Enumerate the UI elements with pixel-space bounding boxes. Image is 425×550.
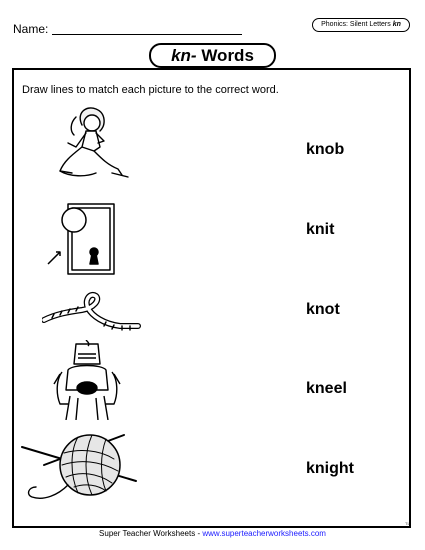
- door-knob-icon: [42, 202, 122, 276]
- title-prefix: kn-: [171, 46, 197, 65]
- topic-badge: [312, 18, 410, 32]
- footer-separator: -: [195, 529, 203, 538]
- word-knit: knit: [306, 221, 335, 238]
- knight-icon: [48, 340, 126, 420]
- footer: [0, 529, 425, 538]
- word-knight: knight: [306, 460, 354, 477]
- word-kneel: kneel: [306, 380, 347, 397]
- rope-knot-icon: [42, 290, 142, 335]
- word-knob: knob: [306, 141, 345, 158]
- kneeling-girl-icon: [52, 103, 134, 185]
- footer-brand: Super Teacher Worksheets: [99, 529, 196, 538]
- title-rest: Words: [196, 46, 254, 65]
- word-knot: knot: [306, 301, 340, 318]
- instructions: Draw lines to match each picture to the correct word.: [22, 84, 279, 96]
- topic-badge-emphasis: kn: [392, 21, 401, 28]
- name-label: Name:: [13, 22, 49, 36]
- footer-url-link[interactable]: www.superteacherworksheets.com: [202, 529, 326, 538]
- page-number: TL: [405, 521, 410, 526]
- page-title: [149, 43, 276, 68]
- yarn-ball-knitting-needles-icon: [18, 425, 140, 507]
- topic-badge-text: Phonics: Silent Letters: [321, 21, 391, 28]
- name-line[interactable]: [52, 34, 242, 35]
